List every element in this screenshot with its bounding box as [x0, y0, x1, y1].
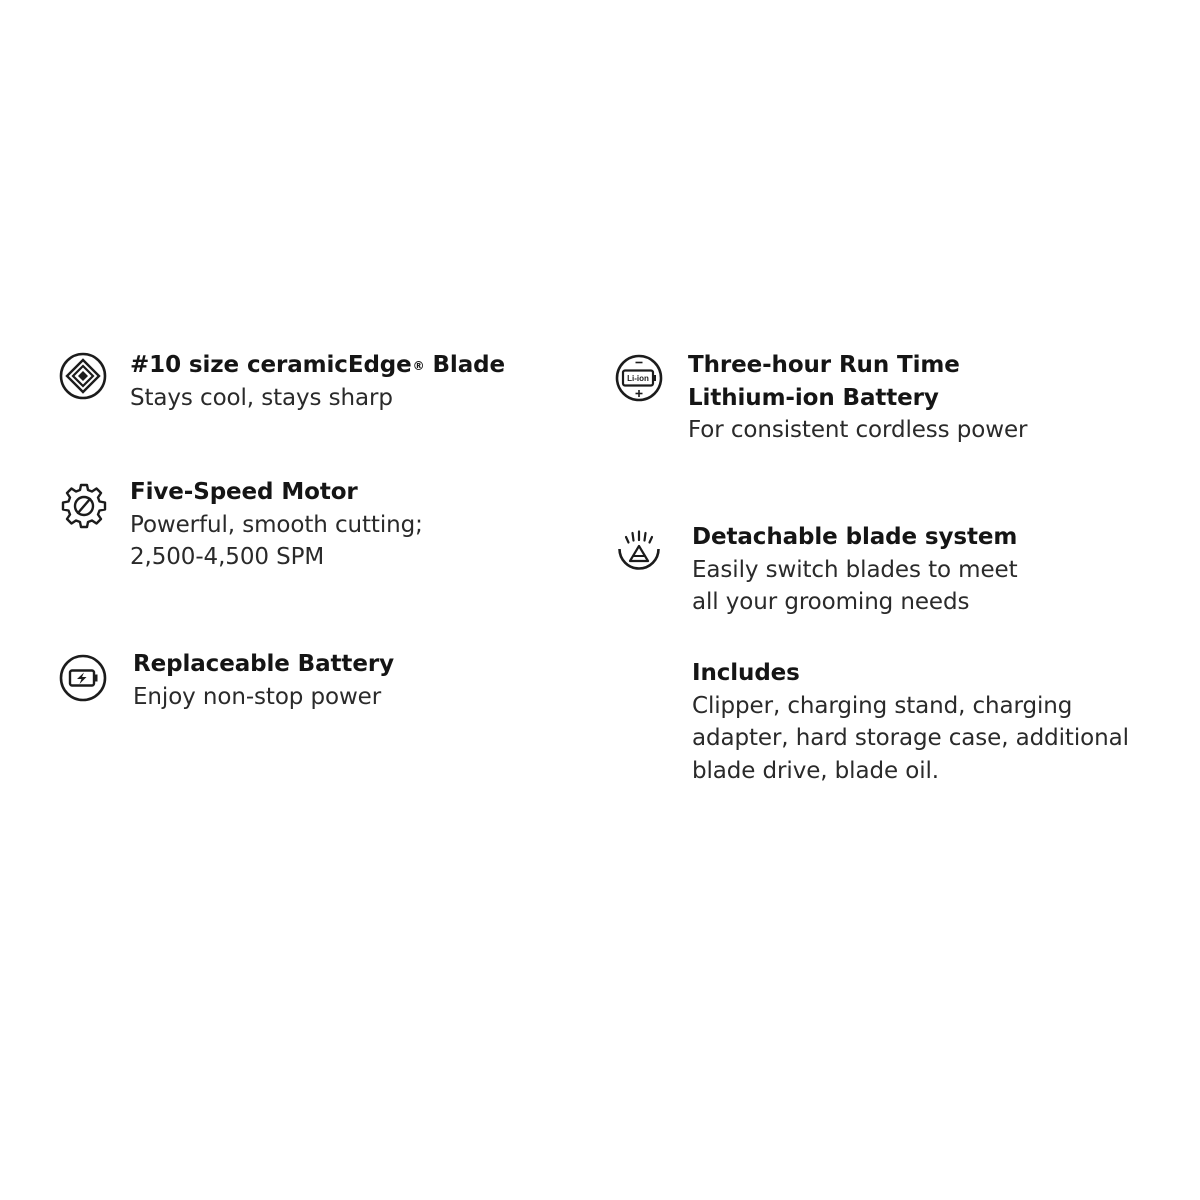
feature-desc: For consistent cordless power [688, 417, 1028, 443]
feature-desc: Easily switch blades to meet [692, 556, 1018, 583]
detachable-blade-icon [614, 525, 664, 575]
feature-title: #10 size ceramicEdge® Blade [130, 352, 505, 378]
feature-title: Includes [692, 660, 800, 686]
feature-title: Detachable blade system [692, 524, 1018, 550]
feature-desc: Stays cool, stays sharp [130, 384, 393, 411]
gear-speed-icon [59, 481, 109, 531]
feature-title: Five-Speed Motor [130, 479, 358, 505]
feature-desc: adapter, hard storage case, additional [692, 725, 1129, 751]
feature-desc: Clipper, charging stand, charging [692, 692, 1073, 719]
feature-title: Replaceable Battery [133, 651, 394, 677]
diamond-blade-icon [58, 351, 108, 401]
feature-title: Three-hour Run Time [688, 352, 960, 378]
feature-desc: blade drive, blade oil. [692, 757, 939, 784]
feature-desc: Powerful, smooth cutting; [130, 511, 423, 538]
battery-charging-icon [58, 653, 108, 703]
feature-desc: all your grooming needs [692, 589, 970, 615]
feature-title: Lithium-ion Battery [688, 384, 939, 411]
li-ion-battery-icon [614, 353, 664, 403]
li-ion-icon-label: Li-ion [627, 374, 649, 383]
feature-desc: Enjoy non-stop power [133, 683, 382, 710]
feature-desc: 2,500-4,500 SPM [130, 544, 325, 570]
